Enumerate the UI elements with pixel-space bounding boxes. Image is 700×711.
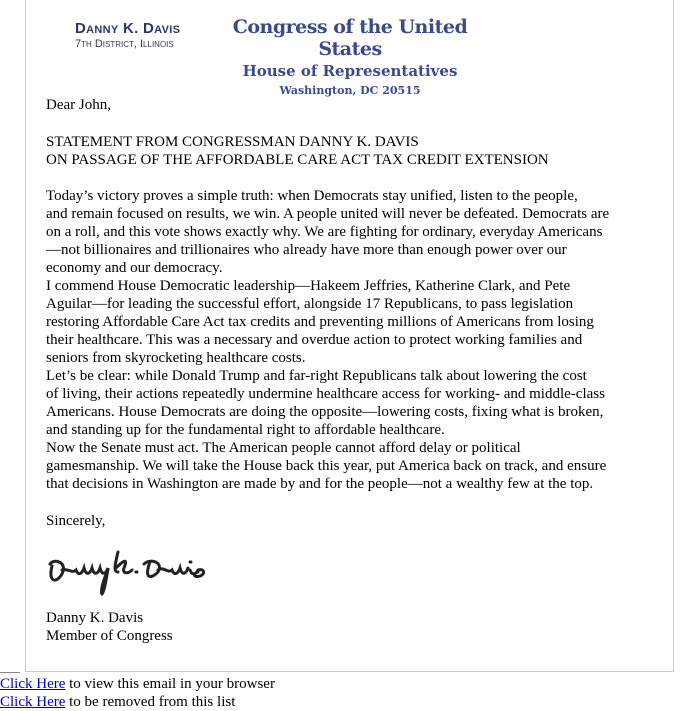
title-line: ON PASSAGE OF THE AFFORDABLE CARE ACT TAX CREDIT EXTENSION — [46, 152, 549, 168]
body-line: Americans. House Democrats are doing the opposite—lowering costs, fixing what is broken, — [46, 404, 604, 420]
signer-name: Danny K. Davis — [46, 610, 144, 626]
congress-title: Congress of the United States — [232, 16, 468, 60]
body-line: of living, their actions repeatedly undermine healthcare access for working- and middle-class — [46, 386, 605, 402]
sender-district: 7th District, Illinois — [75, 38, 174, 50]
signer-title: Member of Congress — [46, 628, 173, 644]
letter-body — [46, 187, 609, 493]
salutation: Dear John, — [46, 97, 111, 113]
letterhead-sender — [75, 20, 180, 50]
view-in-browser-row — [0, 675, 275, 693]
unsubscribe-text: to be removed from this list — [65, 694, 236, 710]
body-line: economy and our democracy. — [46, 260, 223, 276]
statement-title — [46, 133, 549, 169]
body-line: gamesmanship. We will take the House back this year, put America back on track, and ensure — [46, 458, 607, 474]
body-line: Today’s victory proves a simple truth: when Democrats stay unified, listen to the people, — [46, 188, 578, 204]
divider — [0, 672, 20, 673]
body-line: Aguilar—for leading the successful effort, alongside 17 Republicans, to pass legislation — [46, 296, 574, 312]
title-line: STATEMENT FROM CONGRESSMAN DANNY K. DAVIS — [46, 134, 419, 150]
view-in-browser-text: to view this email in your browser — [65, 676, 275, 692]
footer-links — [0, 675, 275, 711]
body-line: on a roll, and this vote shows exactly why. We are fighting for ordinary, everyday Americans — [46, 224, 603, 240]
signature-image — [44, 548, 249, 596]
unsubscribe-link[interactable]: Click Here — [0, 694, 66, 710]
body-line: that decisions in Washington are made by and for the people—not a wealthy few at the top. — [46, 476, 594, 492]
body-line: —not billionaires and trillionaires who already have more than enough power over our — [46, 242, 567, 258]
body-line: restoring Affordable Care Act tax credits and preventing millions of Americans from losing — [46, 314, 594, 330]
body-line: their healthcare. This was a necessary and overdue action to protect working families and — [46, 332, 583, 348]
closing: Sincerely, — [46, 513, 106, 529]
sender-name: Danny K. Davis — [75, 20, 181, 37]
letterhead-congress — [200, 16, 500, 97]
address: Washington, DC 20515 — [279, 84, 421, 97]
body-line: and remain focused on results, we win. A people united will never be defeated. Democrats are — [46, 206, 610, 222]
body-line: and standing up for the fundamental right to affordable healthcare. — [46, 422, 445, 438]
body-line: I commend House Democratic leadership—Hakeem Jeffries, Katherine Clark, and Pete — [46, 278, 571, 294]
signer-block — [46, 609, 173, 645]
body-line: seniors from skyrocketing healthcare costs. — [46, 350, 306, 366]
house-title: House of Representatives — [242, 62, 458, 80]
view-in-browser-link[interactable]: Click Here — [0, 676, 66, 692]
body-line: Now the Senate must act. The American people cannot afford delay or political — [46, 440, 521, 456]
unsubscribe-row — [0, 693, 275, 711]
body-line: Let’s be clear: while Donald Trump and far-right Republicans talk about lowering the cost — [46, 368, 587, 384]
